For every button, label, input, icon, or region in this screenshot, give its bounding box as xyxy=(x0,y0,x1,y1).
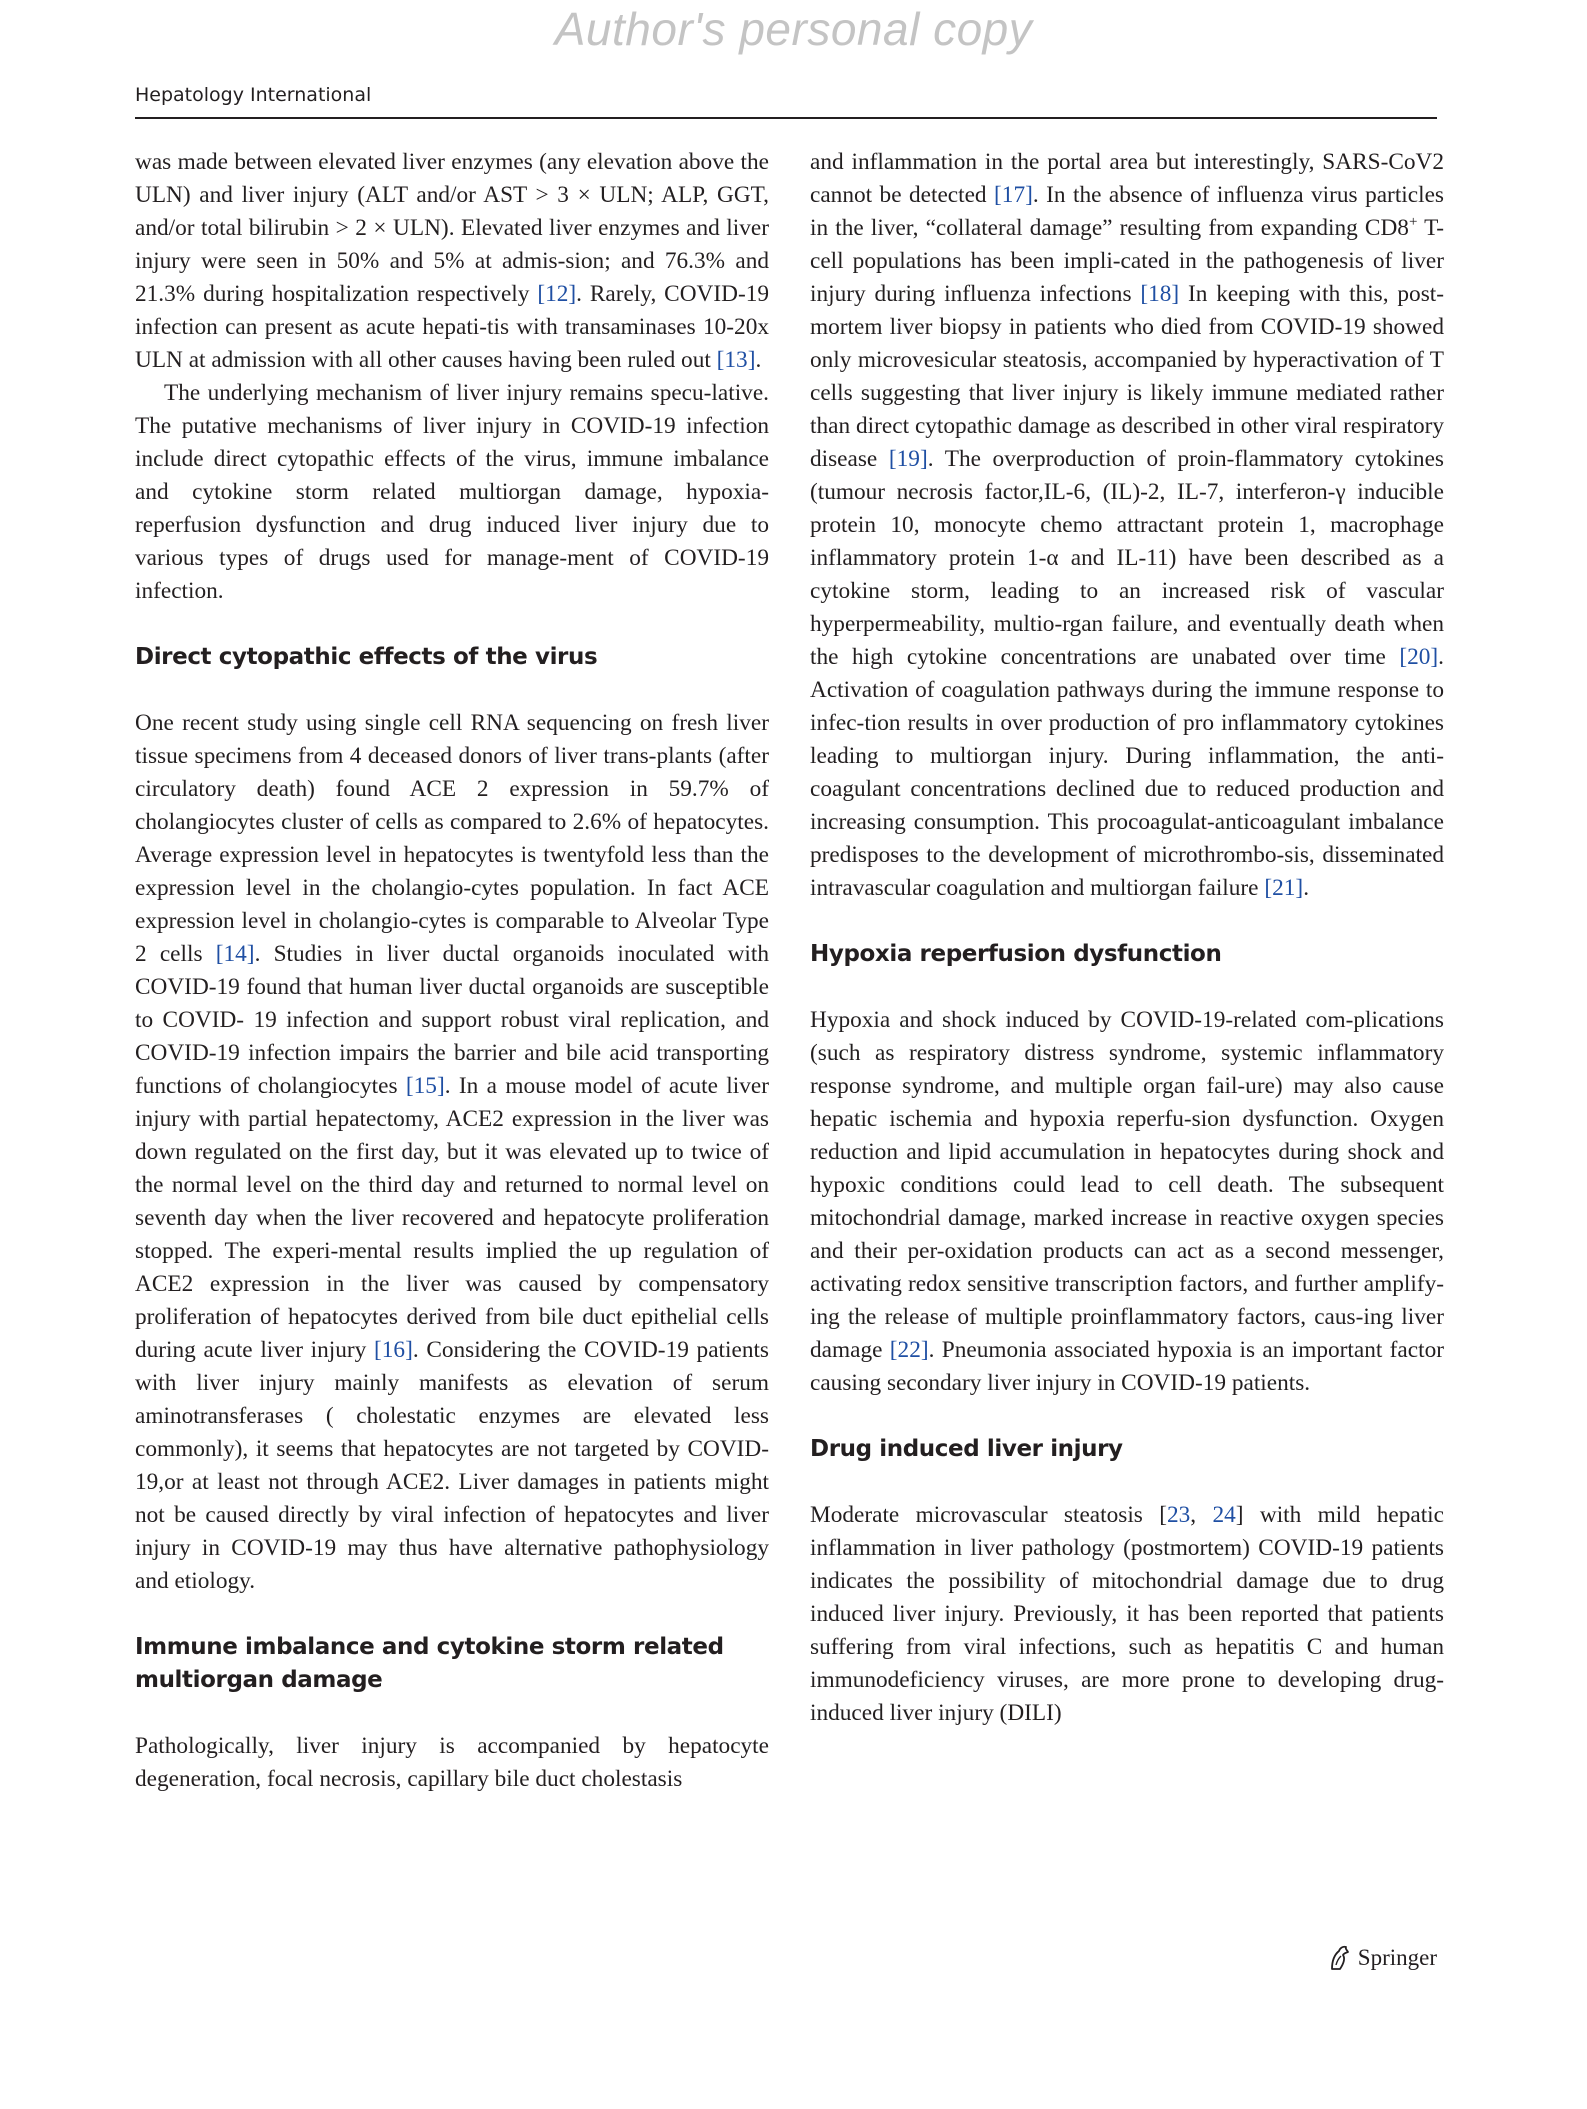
citation-link[interactable]: [20] xyxy=(1399,644,1439,670)
section-heading: Hypoxia reperfusion dysfunction xyxy=(810,941,1222,967)
paragraph: Hypoxia and shock induced by COVID-19-related com-plications (such as respiratory distress syndrome, systemic inflammatory response syndrome, and multiple organ fail-ure) may also cause hepatic ischemia and hypoxia reperfu-sion dysfunction. Oxygen reduction and lipid accumulation in hepatocytes during shock and hypoxic conditions could lead to cell death. The subsequent mitochondrial damage, marked increase in reactive oxygen species and their per-oxidation products can act as a second messenger, activating redox sensitive transcription factors, and further amplify-ing the release of multiple proinflammatory factors, caus-ing liver damage [22]. Pneumonia associated hypoxia is an important factor causing secondary liver injury in COVID-19 patients. xyxy=(810,1007,1444,1396)
paragraph: Pathologically, liver injury is accompanied by hepatocyte degeneration, focal necrosis, capillary bile duct cholestasis xyxy=(135,1733,769,1792)
paragraph: and inflammation in the portal area but interestingly, SARS-CoV2 cannot be detected [17]. In the absence of influenza virus particles in the liver, “collateral damage” resulting from expanding CD8+ T-cell populations has been impli-cated in the pathogenesis of liver injury during influenza infections [18] In keeping with this, post-mortem liver biopsy in patients who died from COVID-19 showed only microvesicular steatosis, accompanied by hyperactivation of T cells suggesting that liver injury is likely immune mediated rather than direct cytopathic damage as described in other viral respiratory disease [19]. The overproduction of proin-flammatory cytokines (tumour necrosis factor,IL-6, (IL)-2, IL-7, interferon-γ inducible protein 10, monocyte chemo attractant protein 1, macrophage inflammatory protein 1-α and IL-11) have been described as a cytokine storm, leading to an increased risk of vascular hyperpermeability, multio-rgan failure, and eventually death when the high cytokine concentrations are unabated over time [20]. Activation of coagulation pathways during the immune response to infec-tion results in over production of pro inflammatory cytokines leading to multiorgan injury. During inflammation, the anti-coagulant concentrations declined due to reduced production and increasing consumption. This procoagulat-anticoagulant imbalance predisposes to the development of microthrombo-sis, disseminated intravascular coagulation and multiorgan failure [21]. xyxy=(810,149,1444,901)
citation-link[interactable]: [17] xyxy=(994,182,1033,208)
citation-link[interactable]: [15] xyxy=(405,1073,445,1099)
watermark: Author's personal copy xyxy=(554,3,1033,55)
publisher-logo xyxy=(1328,1945,1437,1971)
springer-horse-icon xyxy=(1328,1945,1350,1971)
section-heading: Drug induced liver injury xyxy=(810,1436,1123,1462)
paragraph: One recent study using single cell RNA sequencing on fresh liver tissue specimens from 4 deceased donors of liver trans-plants (after circulatory death) found ACE 2 expression in 59.7% of cholangiocytes cluster of cells as compared to 2.6% of hepatocytes. Average expression level in hepatocytes is twentyfold less than the expression level in the cholangio-cytes population. In fact ACE expression level in cholangio-cytes is comparable to Alveolar Type 2 cells [14]. Studies in liver ductal organoids inoculated with COVID-19 found that human liver ductal organoids are susceptible to COVID- 19 infection and support robust viral replication, and COVID-19 infection impairs the barrier and bile acid transporting functions of cholangiocytes [15]. In a mouse model of acute liver injury with partial hepatectomy, ACE2 expression in the liver was down regulated on the first day, but it was elevated up to twice of the normal level on the third day and returned to normal level on seventh day when the liver recovered and hepatocyte proliferation stopped. The experi-mental results implied the up regulation of ACE2 expression in the liver was caused by compensatory proliferation of hepatocytes derived from bile duct epithelial cells during acute liver injury [16]. Considering the COVID-19 patients with liver injury mainly manifests as elevation of serum aminotransferases ( cholestatic enzymes are elevated less commonly), it seems that hepatocytes are not targeted by COVID-19,or at least not through ACE2. Liver damages in patients might not be caused directly by viral infection of hepatocytes and liver injury in COVID-19 may thus have alternative pathophysiology and etiology. xyxy=(135,710,770,1594)
citation-link[interactable]: [21] xyxy=(1264,875,1304,901)
publisher-name: Springer xyxy=(1357,1945,1437,1970)
citation-link[interactable]: 24 xyxy=(1212,1502,1236,1528)
citation-link[interactable]: [22] xyxy=(889,1337,929,1363)
paragraph: The underlying mechanism of liver injury remains specu-lative. The putative mechanisms of liver injury in COVID-19 infection include direct cytopathic effects of the virus, immune imbalance and cytokine storm related multiorgan damage, hypoxia-reperfusion dysfunction and drug induced liver injury due to various types of drugs used for manage-ment of COVID-19 infection. xyxy=(135,380,769,604)
citation-link[interactable]: [13] xyxy=(716,347,756,373)
paragraph: was made between elevated liver enzymes (any elevation above the ULN) and liver injury (ALT and/or AST > 3 × ULN; ALP, GGT, and/or total bilirubin > 2 × ULN). Elevated liver enzymes and liver injury were seen in 50% and 5% at admis-sion; and 76.3% and 21.3% during hospitalization respectively [12]. Rarely, COVID-19 infection can present as acute hepati-tis with transaminases 10-20x ULN at admission with all other causes having been ruled out [13]. xyxy=(135,149,769,373)
header-rule xyxy=(135,117,1437,119)
citation-link[interactable]: 23 xyxy=(1166,1502,1191,1528)
left-column xyxy=(135,146,769,1796)
citation-link[interactable]: [19] xyxy=(888,446,928,472)
paragraph: Moderate microvascular steatosis [23, 24] with mild hepatic inflammation in liver pathology (postmortem) COVID-19 patients indicates the possibility of mitochondrial damage due to drug induced liver injury. Previously, it has been reported that patients suffering from viral infections, such as hepatitis C and human immunodeficiency viruses, are more prone to developing drug-induced liver injury (DILI) xyxy=(810,1502,1444,1726)
citation-link[interactable]: [16] xyxy=(374,1337,413,1363)
citation-link[interactable]: [12] xyxy=(537,281,577,307)
section-heading: Direct cytopathic effects of the virus xyxy=(135,644,598,670)
right-column xyxy=(810,146,1444,1730)
citation-link[interactable]: [18] xyxy=(1140,281,1180,307)
running-head: Hepatology International xyxy=(135,84,372,106)
citation-link[interactable]: [14] xyxy=(215,941,255,967)
section-heading: Immune imbalance and cytokine storm related multiorgan damage xyxy=(135,1634,724,1693)
